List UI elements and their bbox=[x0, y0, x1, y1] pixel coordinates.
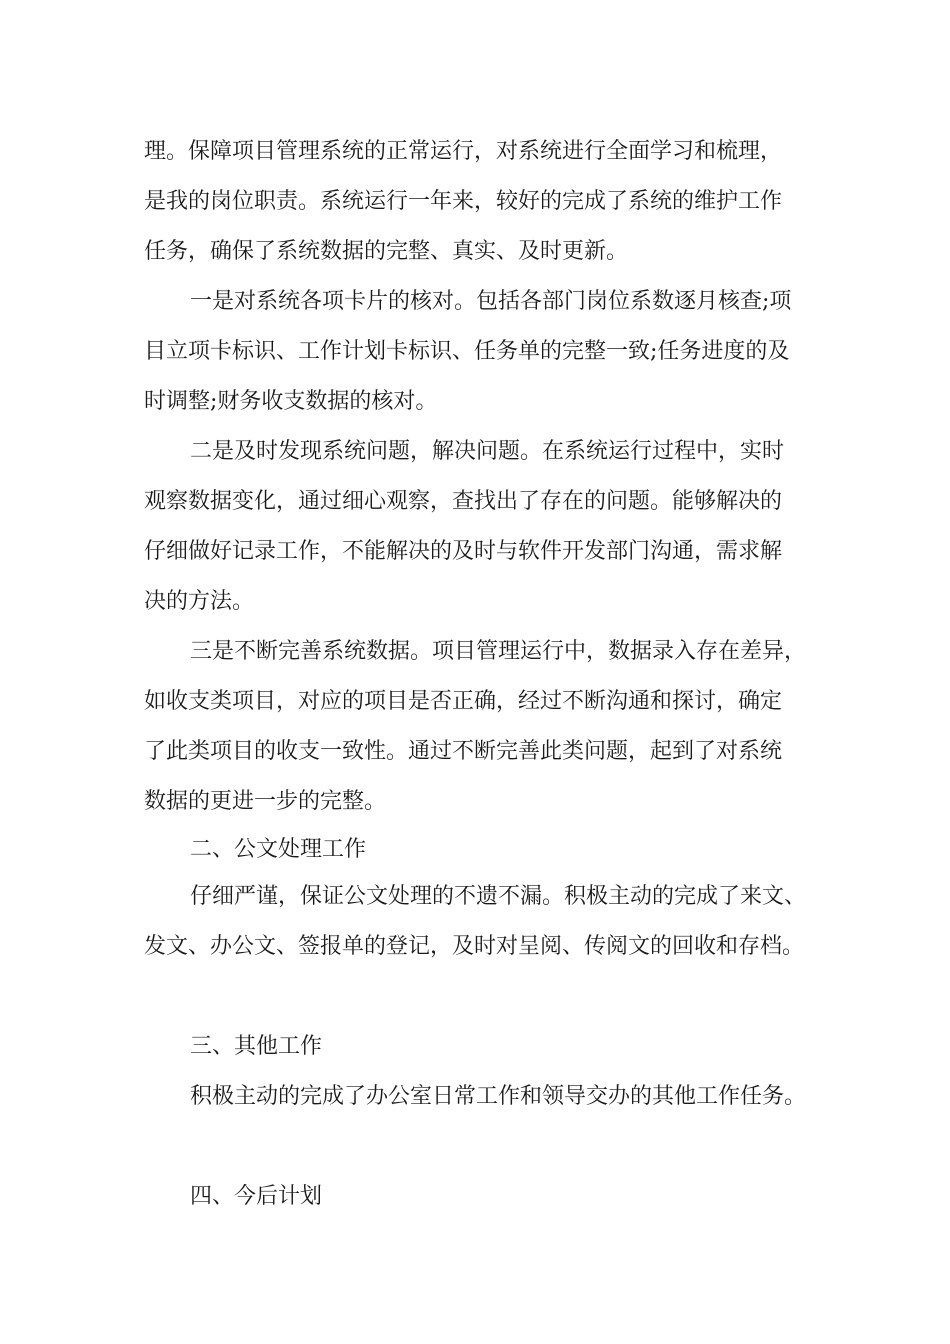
text-line: 任务，确保了系统数据的完整、真实、及时更新。 bbox=[144, 239, 629, 264]
text-line: 二是及时发现系统问题，解决问题。在系统运行过程中，实时 bbox=[190, 439, 785, 464]
paragraph-system-maintenance-intro bbox=[144, 127, 834, 277]
section-heading-future-plan bbox=[144, 1172, 834, 1222]
text-line: 理。保障项目管理系统的正常运行，对系统进行全面学习和梳理， bbox=[144, 139, 783, 164]
text-line: 三是不断完善系统数据。项目管理运行中，数据录入存在差异， bbox=[190, 639, 807, 664]
section-heading-other-work bbox=[144, 1022, 834, 1072]
section-heading: 四、今后计划 bbox=[190, 1184, 323, 1209]
paragraph-data-improvement bbox=[144, 627, 834, 827]
paragraph-document-processing bbox=[144, 872, 834, 972]
text-line: 发文、办公文、签报单的登记，及时对呈阅、传阅文的回收和存档。 bbox=[144, 934, 805, 959]
text-line: 如收支类项目，对应的项目是否正确，经过不断沟通和探讨，确定 bbox=[144, 689, 783, 714]
text-line: 决的方法。 bbox=[144, 589, 255, 614]
text-line: 数据的更进一步的完整。 bbox=[144, 789, 387, 814]
section-heading: 三、其他工作 bbox=[190, 1034, 323, 1059]
text-line: 仔细严谨，保证公文处理的不遗不漏。积极主动的完成了来文、 bbox=[190, 884, 807, 909]
text-line: 了此类项目的收支一致性。通过不断完善此类问题，起到了对系统 bbox=[144, 739, 783, 764]
text-line: 积极主动的完成了办公室日常工作和领导交办的其他工作任务。 bbox=[190, 1084, 807, 1109]
text-line: 仔细做好记录工作，不能解决的及时与软件开发部门沟通，需求解 bbox=[144, 539, 783, 564]
text-line: 是我的岗位职责。系统运行一年来，较好的完成了系统的维护工作 bbox=[144, 189, 783, 214]
section-heading-document-processing bbox=[144, 825, 834, 875]
text-line: 时调整;财务收支数据的核对。 bbox=[144, 389, 438, 414]
paragraph-card-verification bbox=[144, 277, 834, 427]
text-line: 观察数据变化，通过细心观察，查找出了存在的问题。能够解决的 bbox=[144, 489, 783, 514]
text-line: 一是对系统各项卡片的核对。包括各部门岗位系数逐月核查;项 bbox=[190, 289, 792, 314]
paragraph-other-work bbox=[144, 1072, 834, 1122]
section-heading: 二、公文处理工作 bbox=[190, 837, 367, 862]
text-line: 目立项卡标识、工作计划卡标识、任务单的完整一致;任务进度的及 bbox=[144, 339, 790, 364]
paragraph-problem-solving bbox=[144, 427, 834, 627]
